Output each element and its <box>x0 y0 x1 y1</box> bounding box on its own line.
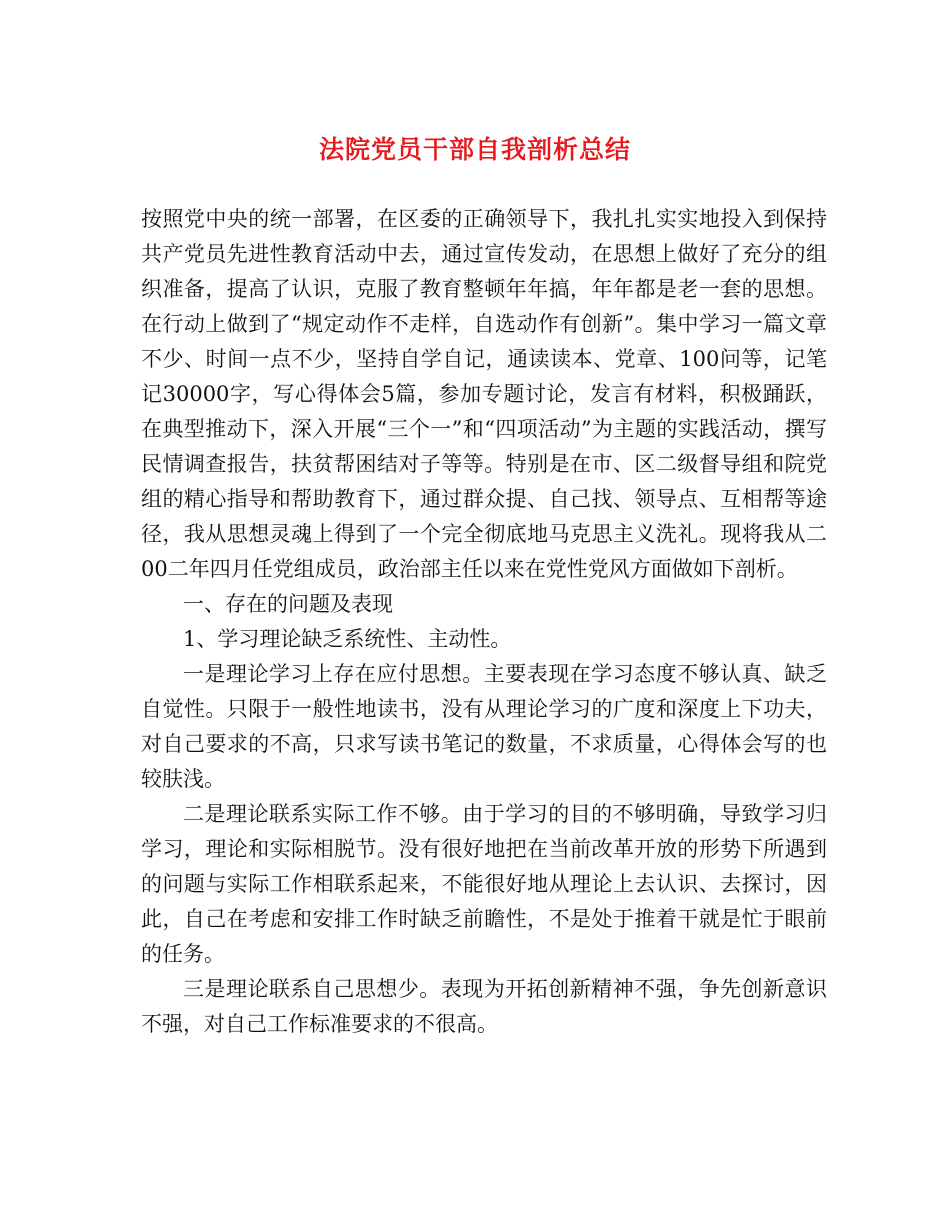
body-paragraph: 二是理论联系实际工作不够。由于学习的目的不够明确，导致学习归学习，理论和实际相脱节。没有很好地把在当前改革开放的形势下所遇到的问题与实际工作相联系起来，不能很好地从理论上去认识、去探讨，因此，自己在考虑和安排工作时缺乏前瞻性，不是处于推着干就是忙于眼前的任务。 <box>141 802 827 966</box>
document-title: 法院党员干部自我剖析总结 <box>318 135 631 164</box>
body-paragraph: 一是理论学习上存在应付思想。主要表现在学习态度不够认真、缺乏自觉性。只限于一般性地读书，没有从理论学习的广度和深度上下功夫，对自己要求的不高，只求写读书笔记的数量，不求质量，心得体会写的也较肤浅。 <box>141 662 827 791</box>
subsection-heading: 1、学习理论缺乏系统性、主动性。 <box>183 627 512 651</box>
intro-paragraph: 按照党中央的统一部署，在区委的正确领导下，我扎扎实实地投入到保持共产党员先进性教育活动中去，通过宣传发动，在思想上做好了充分的组织准备，提高了认识，克服了教育整顿年年搞，年年都是老一套的思想。在行动上做到了“规定动作不走样，自选动作有创新”。集中学习一篇文章不少、时间一点不少，坚持自学自记，通读读本、党章、100问等，记笔记30000字，写心得体会5篇，参加专题讨论，发言有材料，积极踊跃，在典型推动下，深入开展“三个一”和“四项活动”为主题的实践活动，撰写民情调查报告，扶贫帮困结对子等等。特别是在市、区二级督导组和院党组的精心指导和帮助教育下，通过群众提、自己找、领导点、互相帮等途径，我从思想灵魂上得到了一个完全彻底地马克思主义洗礼。现将我从二00二年四月任党组成员，政治部主任以来在党性党风方面做如下剖析。 <box>141 207 827 581</box>
section-heading: 一、存在的问题及表现 <box>183 592 393 616</box>
document-body <box>141 202 827 1042</box>
body-paragraph: 三是理论联系自己思想少。表现为开拓创新精神不强，争先创新意识不强，对自己工作标准要求的不很高。 <box>141 977 827 1036</box>
